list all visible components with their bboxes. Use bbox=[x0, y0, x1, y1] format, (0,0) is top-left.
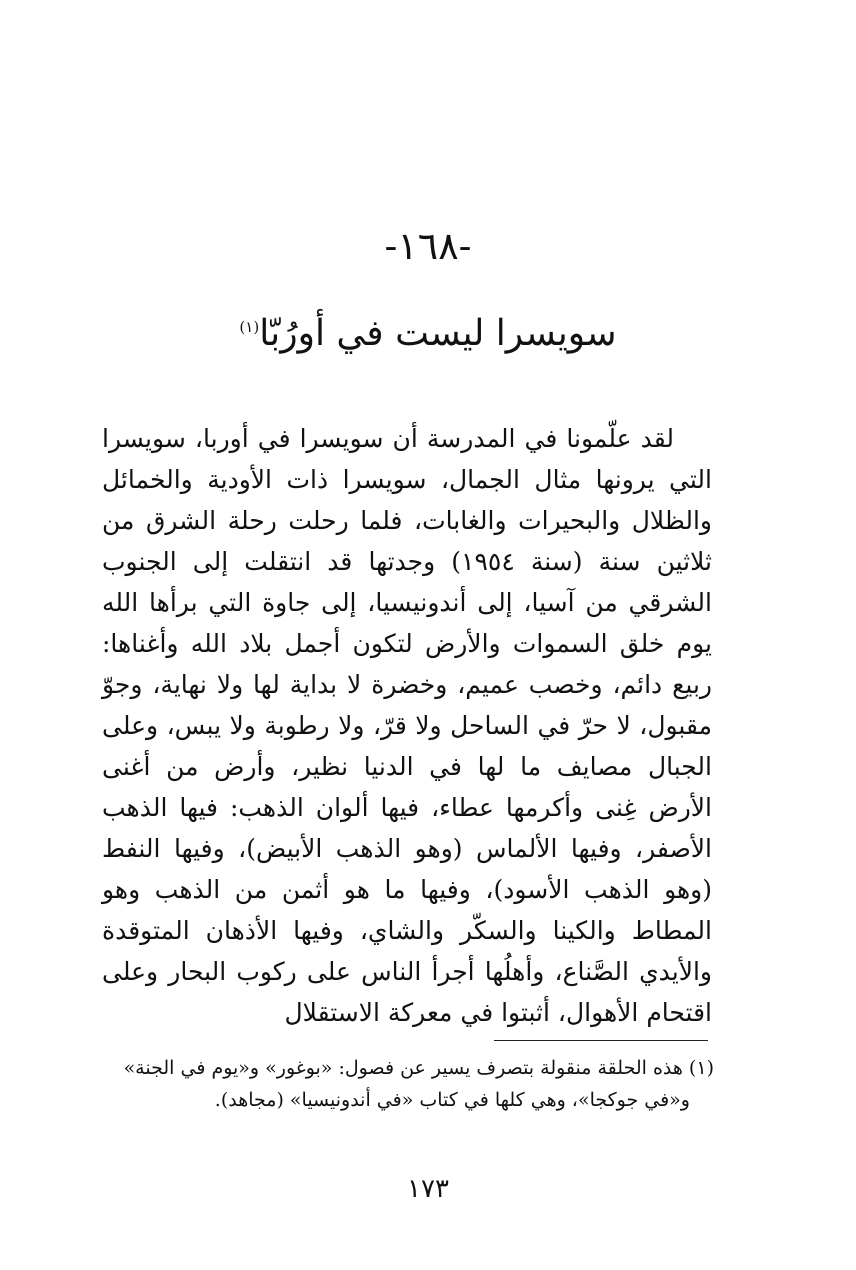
section-number: -١٦٨- bbox=[384, 224, 472, 268]
body-text bbox=[102, 418, 712, 1033]
chapter-title bbox=[0, 308, 856, 360]
footnotes bbox=[102, 1052, 714, 1116]
footnote-line-2: و«في جوكجا»، وهي كلها في كتاب «في أندونيسيا» (مجاهد). bbox=[214, 1089, 690, 1111]
title-footnote-marker: (١) bbox=[239, 318, 260, 336]
footnote-divider bbox=[494, 1040, 708, 1041]
chapter-title-text: سويسرا ليست في أورُبّا bbox=[259, 313, 617, 354]
body-paragraph: لقد علّمونا في المدرسة أن سويسرا في أوربا، سويسرا التي يرونها مثال الجمال، سويسرا ذات الأودية والخمائل والظلال والبحيرات والغابات، فلما رحلت رحلة الشرق من ثلاثين سنة (سنة ١٩٥٤) وجدتها قد انتقلت إلى الجنوب الشرقي من آسيا، إلى أندونيسيا، إلى جاوة التي برأها الله يوم خلق السموات والأرض لتكون أجمل بلاد الله وأغناها: ربيع دائم، وخصب عميم، وخضرة لا بداية لها ولا نهاية، وجوّ مقبول، لا حرّ في الساحل ولا قرّ، ولا رطوبة ولا يبس، وعلى الجبال مصايف ما لها في الدنيا نظير، وأرض من أغنى الأرض غِنى وأكرمها عطاء، فيها ألوان الذهب: فيها الذهب الأصفر، وفيها الألماس (وهو الذهب الأبيض)، وفيها النفط (وهو الذهب الأسود)، وفيها ما هو أثمن من الذهب وهو المطاط والكينا والسكّر والشاي، وفيها الأذهان المتوقدة والأيدي الصَّناع، وأهلُها أجرأ الناس على ركوب البحار وعلى اقتحام الأهوال، أثبتوا في معركة الاستقلال bbox=[102, 424, 713, 1027]
page-number: ١٧٣ bbox=[407, 1174, 449, 1204]
footnote-line-1: (١) هذه الحلقة منقولة بتصرف يسير عن فصول: «بوغور» و«يوم في الجنة» bbox=[123, 1057, 714, 1079]
